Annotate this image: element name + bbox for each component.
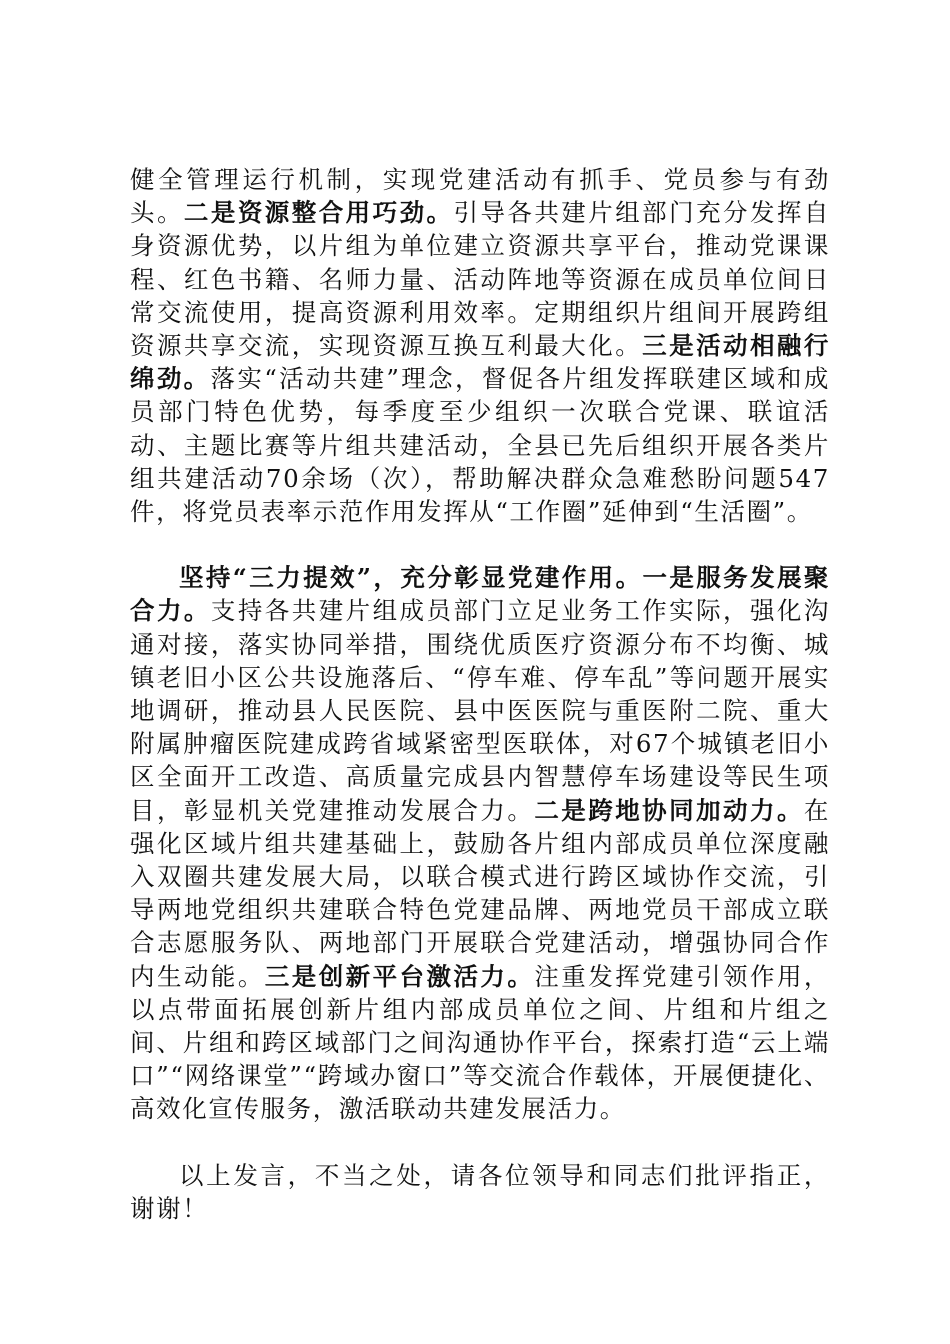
text-segment: 落实“活动共建”理念，督促各片组发挥联建区域和成员部门特色优势，每季度至少组织一次联合党课、联谊活动、主题比赛等片组共建活动，全县已先后组织开展各类片组共建活动70余场（次），帮助解决群众急难愁盼问题547件，将党员表率示范作用发挥从“工作圈”延伸到“生活圈”。 bbox=[130, 364, 830, 527]
closing-text: 以上发言，不当之处，请各位领导和同志们批评指正，谢谢！ bbox=[130, 1160, 830, 1223]
text-segment: 注重发挥党建引领作用，以点带面拓展创新片组内部成员单位之间、片组和片组之间、片组和跨区域部门之间沟通协作平台，探索打造“云上端口”“网络课堂”“跨域办窗口”等交流合作载体，开展便捷化、高效化宣传服务，激活联动共建发展活力。 bbox=[130, 961, 830, 1124]
subheading-innovation-platform: 三是创新平台激活力。 bbox=[264, 961, 535, 991]
document-page bbox=[130, 163, 830, 1225]
subheading-cross-region: 二是跨地协同加动力。 bbox=[534, 795, 804, 825]
text-segment: 引导各共建片组部门充分发挥自身资源优势，以片组为单位建立资源共享平台，推动党课课程、红色书籍、名师力量、活动阵地等资源在成员单位间日常交流使用，提高资源利用效率。定期组织片组间开展跨组资源共享交流，实现资源互换互利最大化。 bbox=[130, 198, 831, 361]
text-segment: 健全管理运行机制，实现党建活动有抓手、党员参与有劲头。 bbox=[130, 165, 830, 228]
paragraph-resource-sharing bbox=[130, 163, 830, 528]
section-heading-three-forces: 坚持“三力提效”，充分彰显党建作用。一是服务发展聚合力。 bbox=[130, 563, 830, 626]
paragraph-closing-remarks bbox=[130, 1159, 830, 1225]
text-segment: 在强化区域片组共建基础上，鼓励各片组内部成员单位深度融入双圈共建发展大局，以联合模式进行跨区域协作交流，引导两地党组织共建联合特色党建品牌、两地党员干部成立联合志愿服务队、两地部门开展联合党建活动，增强协同合作内生动能。 bbox=[130, 795, 831, 991]
subheading-resource-integration: 二是资源整合用巧劲。 bbox=[183, 198, 454, 228]
paragraph-spacer bbox=[130, 528, 830, 561]
text-segment: 支持各共建片组成员部门立足业务工作实际，强化沟通对接，落实协同举措，围绕优质医疗资源分布不均衡、城镇老旧小区公共设施落后、“停车难、停车乱”等问题开展实地调研，推动县人民医院、县中医医院与重医附二院、重大附属肿瘤医院建成跨省域紧密型医联体，对67个城镇老旧小区全面开工改造、高质量完成县内智慧停车场建设等民生项目，彰显机关党建推动发展合力。 bbox=[130, 596, 830, 825]
paragraph-spacer bbox=[130, 1126, 830, 1159]
paragraph-three-forces bbox=[130, 561, 830, 1125]
subheading-activity-fusion: 三是活动相融行绵劲。 bbox=[130, 331, 830, 394]
